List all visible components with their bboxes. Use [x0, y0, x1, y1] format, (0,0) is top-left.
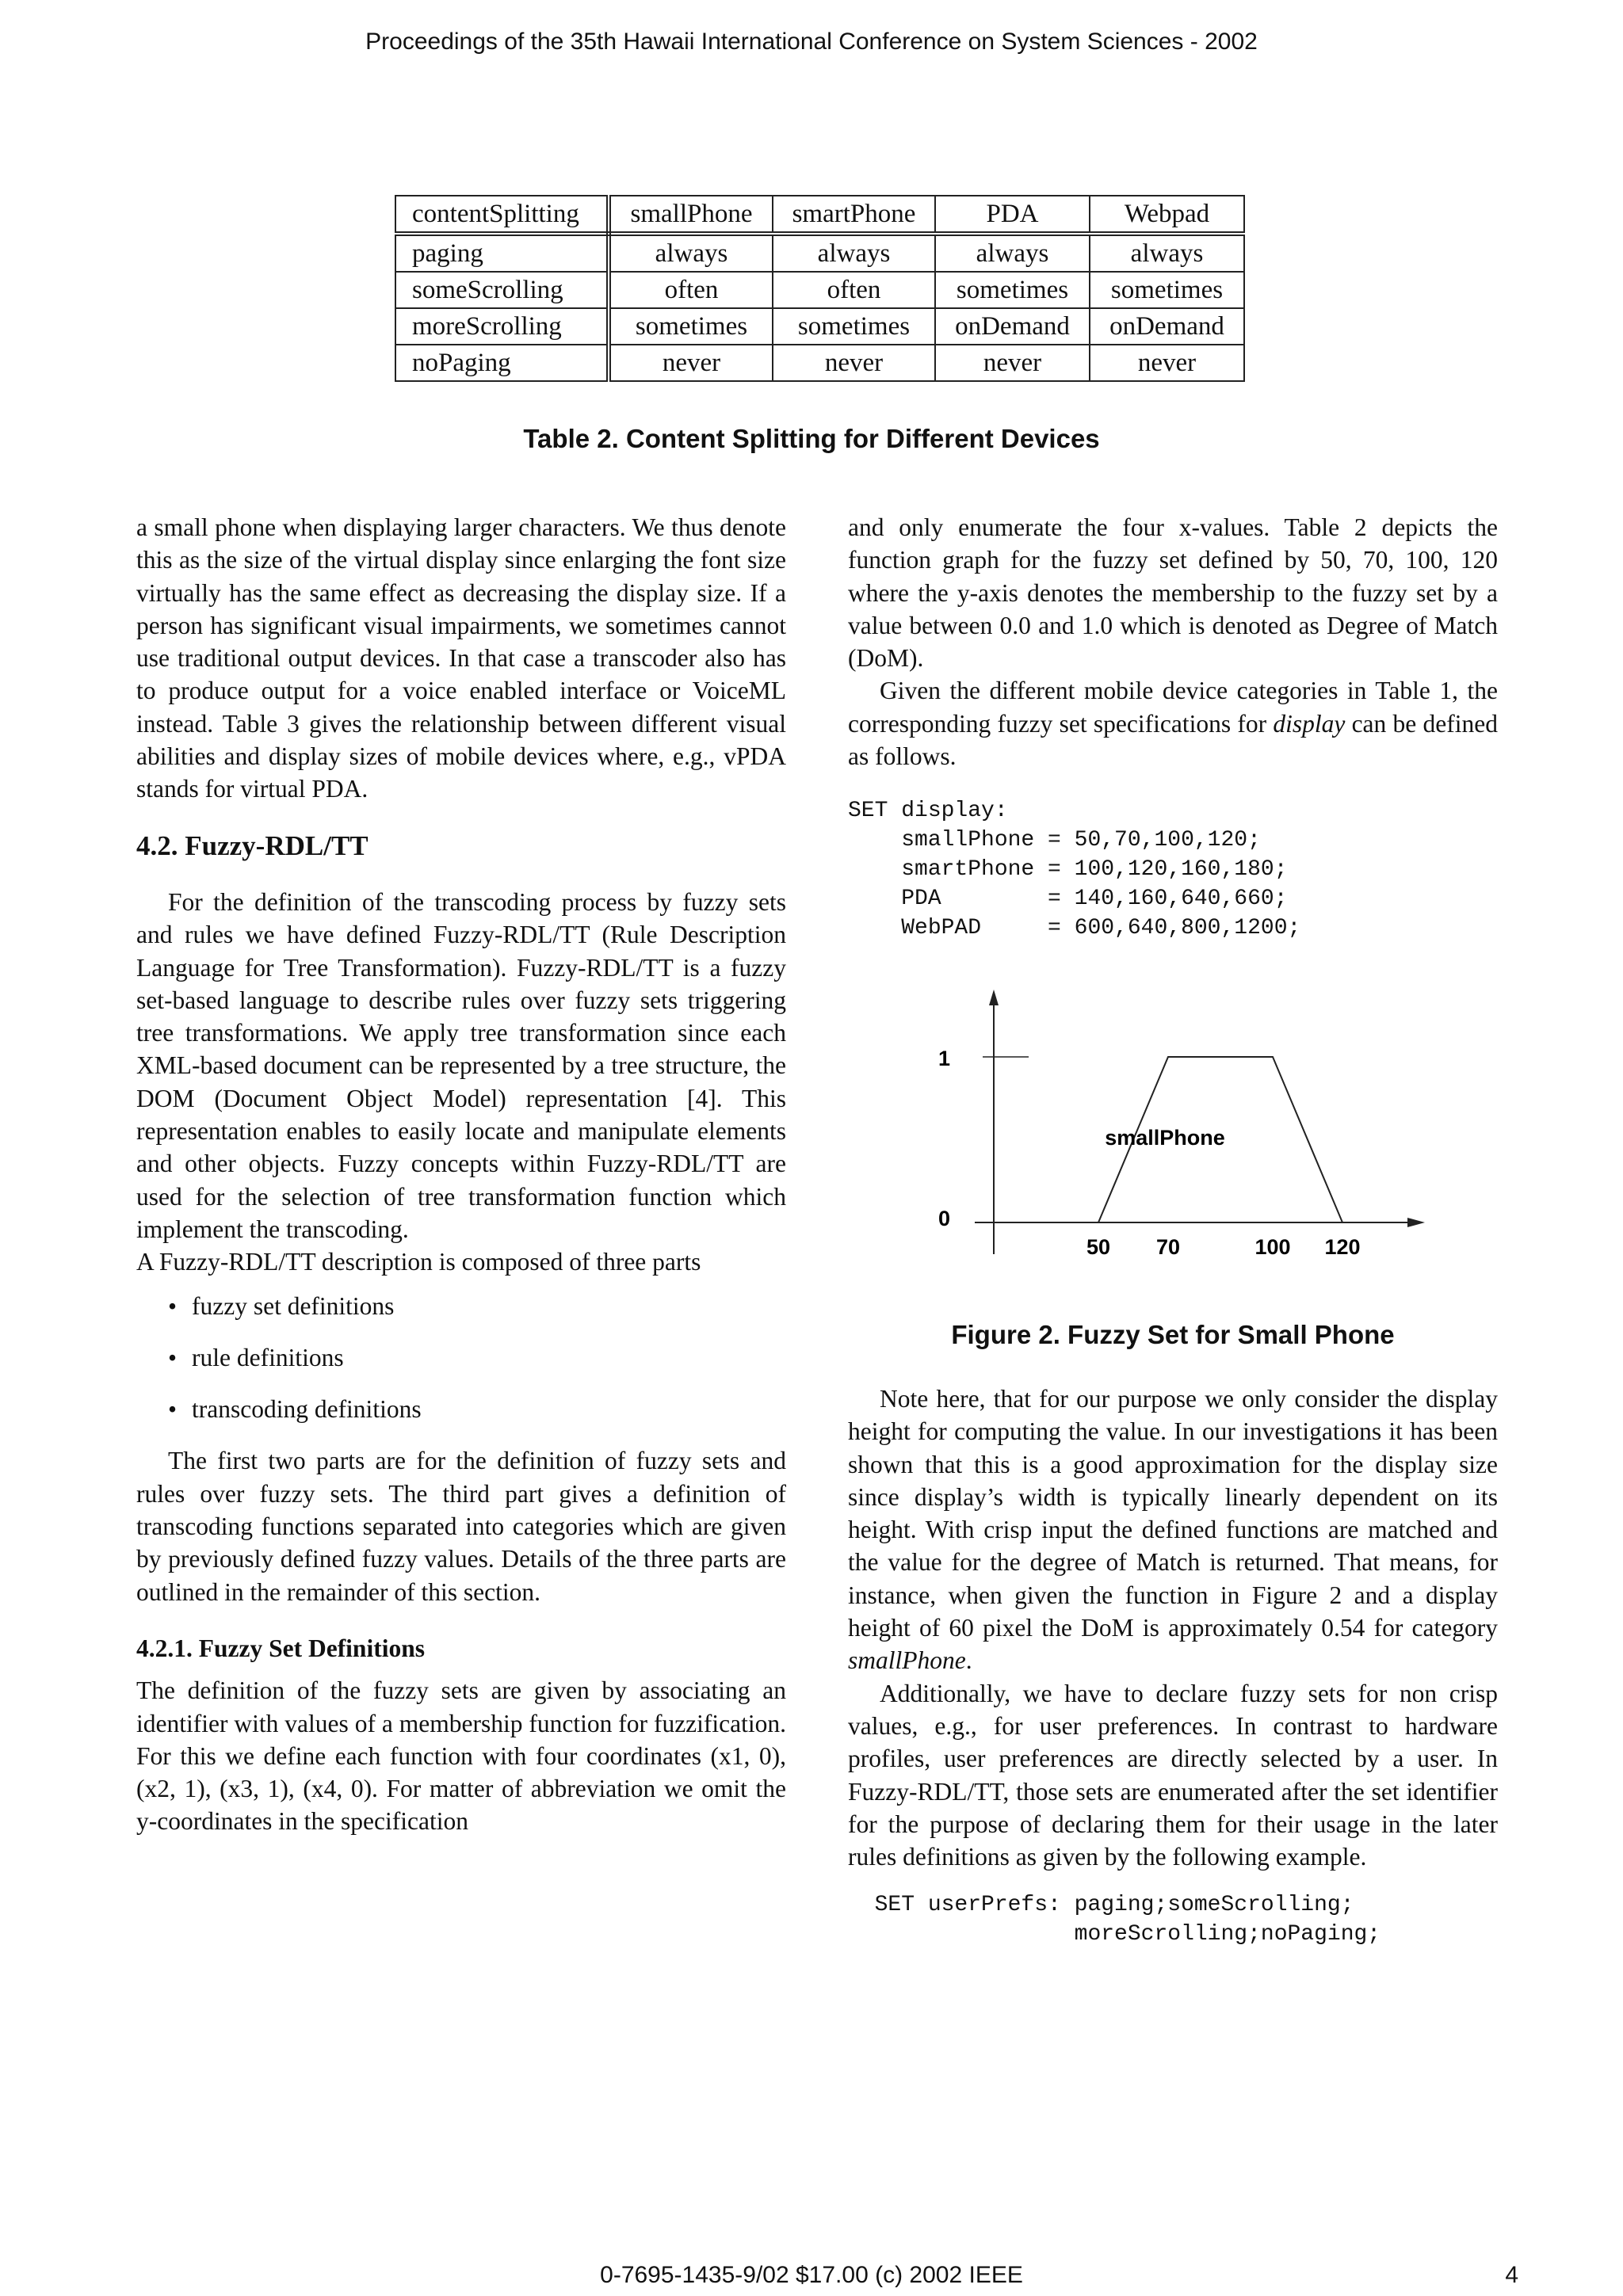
text-span: Given the different mobile device categories in Table 1, the corresponding fuzzy set specifications for: [848, 677, 1498, 738]
table-header-cell: contentSplitting: [395, 196, 609, 234]
running-header: Proceedings of the 35th Hawaii International Conference on System Sciences - 2002: [365, 29, 1258, 55]
fuzzy-set-figure: [911, 986, 1434, 1272]
table-cell: always: [1090, 234, 1244, 272]
paragraph: a small phone when displaying larger characters. We thus denote this as the size of the virtual display since enlarging the font size virtually has the same effect as decreasing the display size. If a person has significant visual impairments, we sometimes cannot use traditional output devices. In that case a transcoder also has to produce output for a voice enabled interface or VoiceML instead. Table 3 gives the relationship between different visual abilities and display sizes of mobile devices where, e.g., vPDA stands for virtual PDA.: [136, 513, 786, 803]
left-column: [136, 511, 786, 1838]
table-row: [395, 308, 1244, 345]
text-span: can be defined as follows.: [848, 709, 1498, 771]
y-axis-arrow: [989, 990, 999, 1005]
table-cell: often: [773, 272, 935, 308]
paragraph: [848, 674, 1498, 772]
table-cell: sometimes: [1090, 272, 1244, 308]
right-column-lower: [848, 1383, 1498, 1949]
paragraph: [848, 1383, 1498, 1677]
x-tick-label: 70: [1155, 1235, 1181, 1259]
content-splitting-table: [395, 195, 1245, 382]
table-row: [395, 272, 1244, 308]
x-axis-arrow: [1407, 1218, 1425, 1227]
table-cell: moreScrolling: [395, 308, 609, 345]
code-block: SET userPrefs: paging;someScrolling; moreScrolling;noPaging;: [874, 1893, 1381, 1947]
paragraph: and only enumerate the four x-values. Table 2 depicts the function graph for the fuzzy set defined by 50, 70, 100, 120 where the y-axis denotes the membership to the fuzzy set by a value between 0.0 and 1.0 which is denoted as Degree of Match (DoM).: [848, 513, 1498, 673]
table-cell: never: [1090, 345, 1244, 381]
page-number: 4: [1505, 2262, 1518, 2288]
text-span: .: [965, 1646, 972, 1675]
table-cell: sometimes: [609, 308, 773, 345]
bullet-list: [136, 1290, 786, 1426]
table-cell: noPaging: [395, 345, 609, 381]
list-item: • fuzzy set definitions: [168, 1290, 786, 1322]
table-cell: onDemand: [1090, 308, 1244, 345]
table-cell: never: [609, 345, 773, 381]
table-header-cell: smallPhone: [609, 196, 773, 234]
code-block: SET display: smallPhone = 50,70,100,120; smartPhone = 100,120,160,180; PDA = 140,160,640,660; WebPAD = 600,640,800,1200;: [848, 799, 1301, 941]
subsection-heading: 4.2.1. Fuzzy Set Definitions: [136, 1634, 425, 1662]
table-cell: always: [609, 234, 773, 272]
table-header-row: [395, 196, 1244, 234]
paragraph: A Fuzzy-RDL/TT description is composed of three parts: [136, 1248, 701, 1276]
emphasis: smallPhone: [848, 1646, 966, 1675]
fuzzy-set-chart: [911, 986, 1434, 1272]
table-cell: paging: [395, 234, 609, 272]
table-row: [395, 345, 1244, 381]
emphasis: display: [1273, 709, 1346, 738]
table-header-cell: Webpad: [1090, 196, 1244, 234]
series-label: smallPhone: [1105, 1126, 1225, 1150]
y-tick-label: 0: [938, 1207, 951, 1230]
table-cell: onDemand: [935, 308, 1090, 345]
list-item: • transcoding definitions: [168, 1393, 786, 1425]
x-tick-label: 100: [1254, 1235, 1291, 1259]
x-tick-label: 120: [1324, 1235, 1361, 1259]
table-header-cell: PDA: [935, 196, 1090, 234]
table-caption: Table 2. Content Splitting for Different Devices: [523, 424, 1100, 453]
text-span: Note here, that for our purpose we only consider the display height for computing the value. In our investigations it has been shown that this is a good approximation for the display size since display’s width is typically linearly dependent on its height. With crisp input the defined functions are matched and the value for the degree of Match is returned. That means, for instance, when given the function in Figure 2 and a display height of 60 pixel the DoM is approximately 0.54 for category: [848, 1385, 1498, 1642]
paragraph: The definition of the fuzzy sets are given by associating an identifier with values of a membership function for fuzzification. For this we define each function with four coordinates (x1, 0), (x2, 1), (x3, 1), (x4, 0). For matter of abbreviation we omit the y-coordinates in the specification: [136, 1676, 786, 1836]
paragraph: The first two parts are for the definition of fuzzy sets and rules over fuzzy sets. The third part gives a definition of transcoding functions separated into categories which are given by previously defined fuzzy values. Details of the three parts are outlined in the remainder of this section.: [136, 1447, 786, 1606]
table-cell: sometimes: [773, 308, 935, 345]
table-cell: always: [935, 234, 1090, 272]
table-row: [395, 234, 1244, 272]
footer-copyright: 0-7695-1435-9/02 $17.00 (c) 2002 IEEE: [600, 2262, 1023, 2288]
x-tick-label: 50: [1086, 1235, 1111, 1259]
table-cell: someScrolling: [395, 272, 609, 308]
table-cell: often: [609, 272, 773, 308]
table-cell: always: [773, 234, 935, 272]
paragraph: Additionally, we have to declare fuzzy sets for non crisp values, e.g., for user preferences. In contrast to hardware profiles, user preferences are directly selected by a user. In Fuzzy-RDL/TT, those sets are enumerated after the set identifier for the purpose of declaring them for their usage in the later rules definitions as given by the following example.: [848, 1679, 1498, 1871]
table-cell: never: [935, 345, 1090, 381]
paragraph: For the definition of the transcoding process by fuzzy sets and rules we have defined Fuzzy-RDL/TT (Rule Description Language for Tree Transformation). Fuzzy-RDL/TT is a fuzzy set-based language to describe rules over fuzzy sets triggering tree transformations. We apply tree transformation since each XML-based document can be represented by a tree structure, the DOM (Document Object Model) representation [4]. This representation enables to easily locate and manipulate elements and other objects. Fuzzy concepts within Fuzzy-RDL/TT are used for the selection of tree transformation function which implement the transcoding.: [136, 887, 786, 1243]
table-cell: sometimes: [935, 272, 1090, 308]
right-column: [848, 511, 1498, 943]
table-cell: never: [773, 345, 935, 381]
list-item: • rule definitions: [168, 1341, 786, 1374]
section-heading: 4.2. Fuzzy-RDL/TT: [136, 830, 369, 861]
y-tick-label: 1: [938, 1047, 951, 1070]
figure-caption: Figure 2. Fuzzy Set for Small Phone: [951, 1320, 1395, 1349]
table-header-cell: smartPhone: [773, 196, 935, 234]
